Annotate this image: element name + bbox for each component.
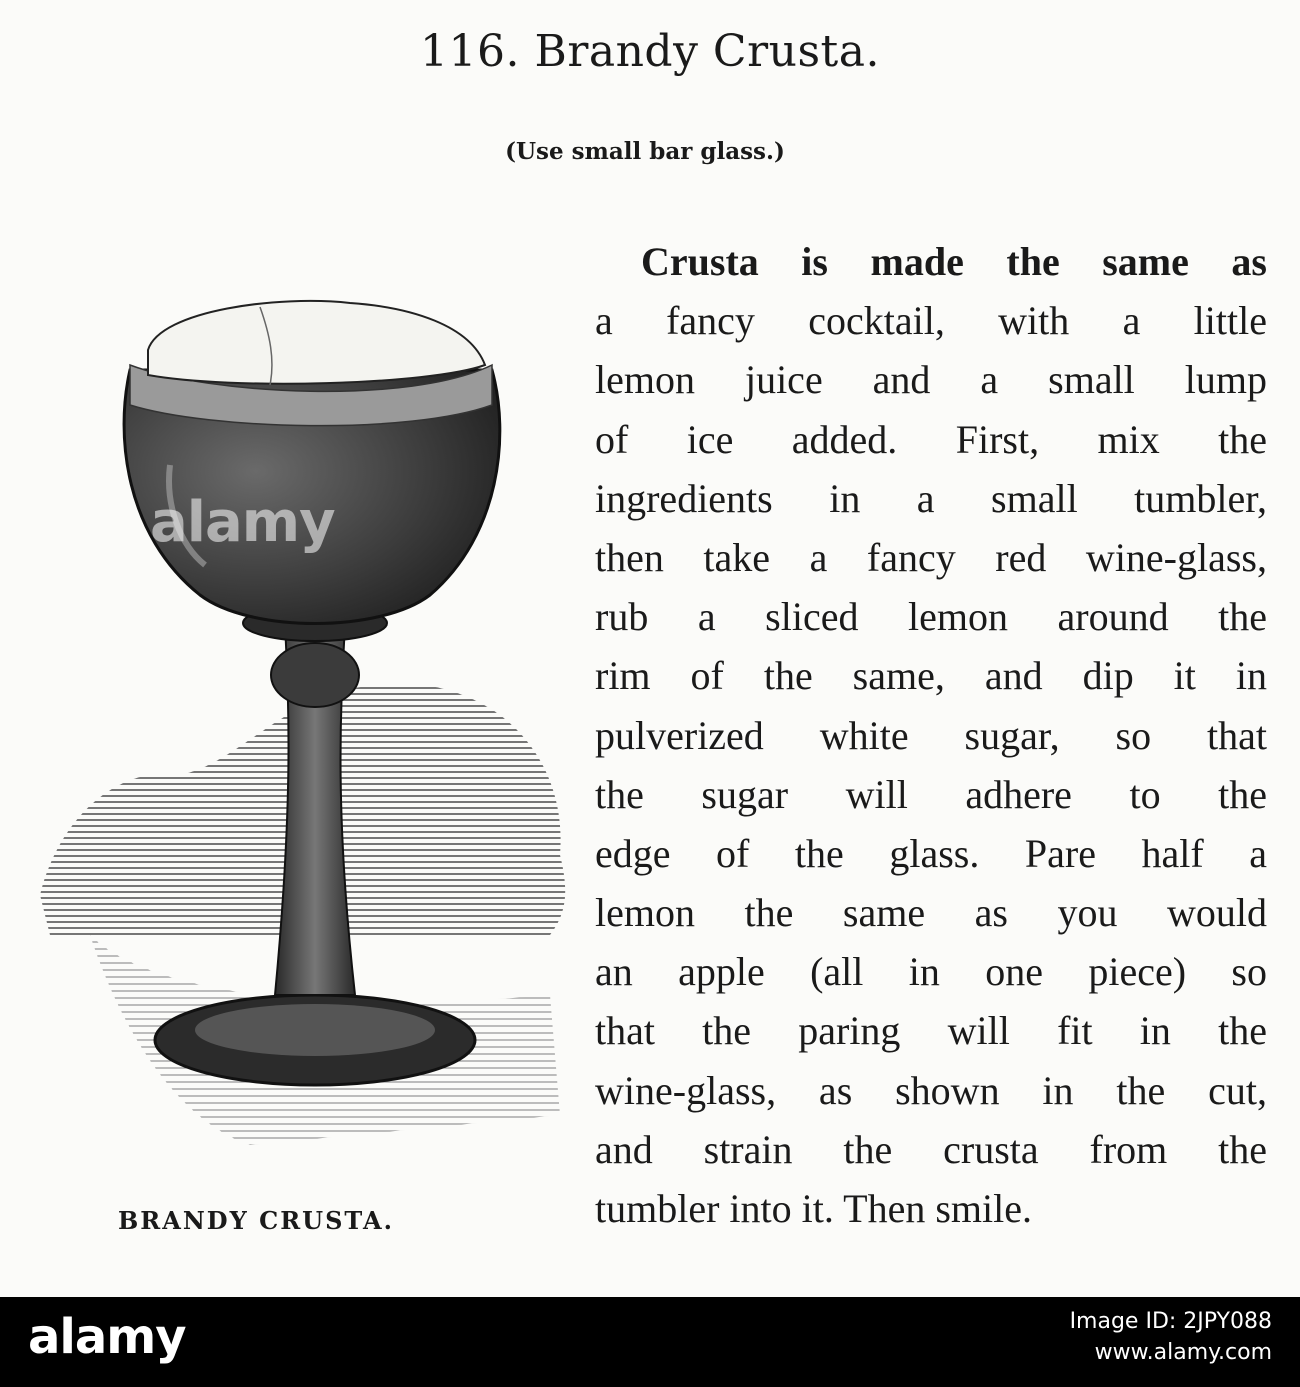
watermark-url: www.alamy.com [1094,1340,1272,1365]
body-line: tumbler into it. Then smile. [595,1186,1032,1231]
body-line: that the paring will fit in the [595,1008,1267,1054]
body-line: lemon the same as you would [595,890,1267,936]
body-line: then take a fancy red wine-glass, [595,534,1267,580]
body-line: Crusta is made the same as [641,239,1267,284]
watermark-bar [0,1297,1300,1387]
body-line: an apple (all in one piece) so [595,949,1267,995]
body-line: rim of the same, and dip it in [595,653,1267,699]
body-line: pulverized white sugar, so that [595,712,1267,758]
recipe-body [595,232,1267,1238]
body-line: rub a sliced lemon around the [595,594,1267,640]
body-line: of ice added. First, mix the [595,416,1267,462]
body-line: the sugar will adhere to the [595,771,1267,817]
image-id: Image ID: 2JPY088 [1069,1309,1272,1334]
recipe-subtitle: (Use small bar glass.) [505,138,785,165]
illustration-caption: BRANDY CRUSTA. [118,1206,394,1235]
lemon-peel [148,301,485,384]
body-line: wine-glass, as shown in the cut, [595,1067,1267,1113]
wine-glass-illustration [30,295,575,1175]
alamy-overlay-watermark: alamy [150,490,335,555]
body-line: edge of the glass. Pare half a [595,830,1267,876]
body-line: ingredients in a small tumbler, [595,475,1267,521]
recipe-title: 116. Brandy Crusta. [420,26,880,77]
body-line: lemon juice and a small lump [595,357,1267,403]
watermark-info [1070,1309,1272,1365]
alamy-logo: alamy [28,1309,186,1365]
body-line: and strain the crusta from the [595,1126,1267,1172]
body-line: a fancy cocktail, with a little [595,298,1267,344]
